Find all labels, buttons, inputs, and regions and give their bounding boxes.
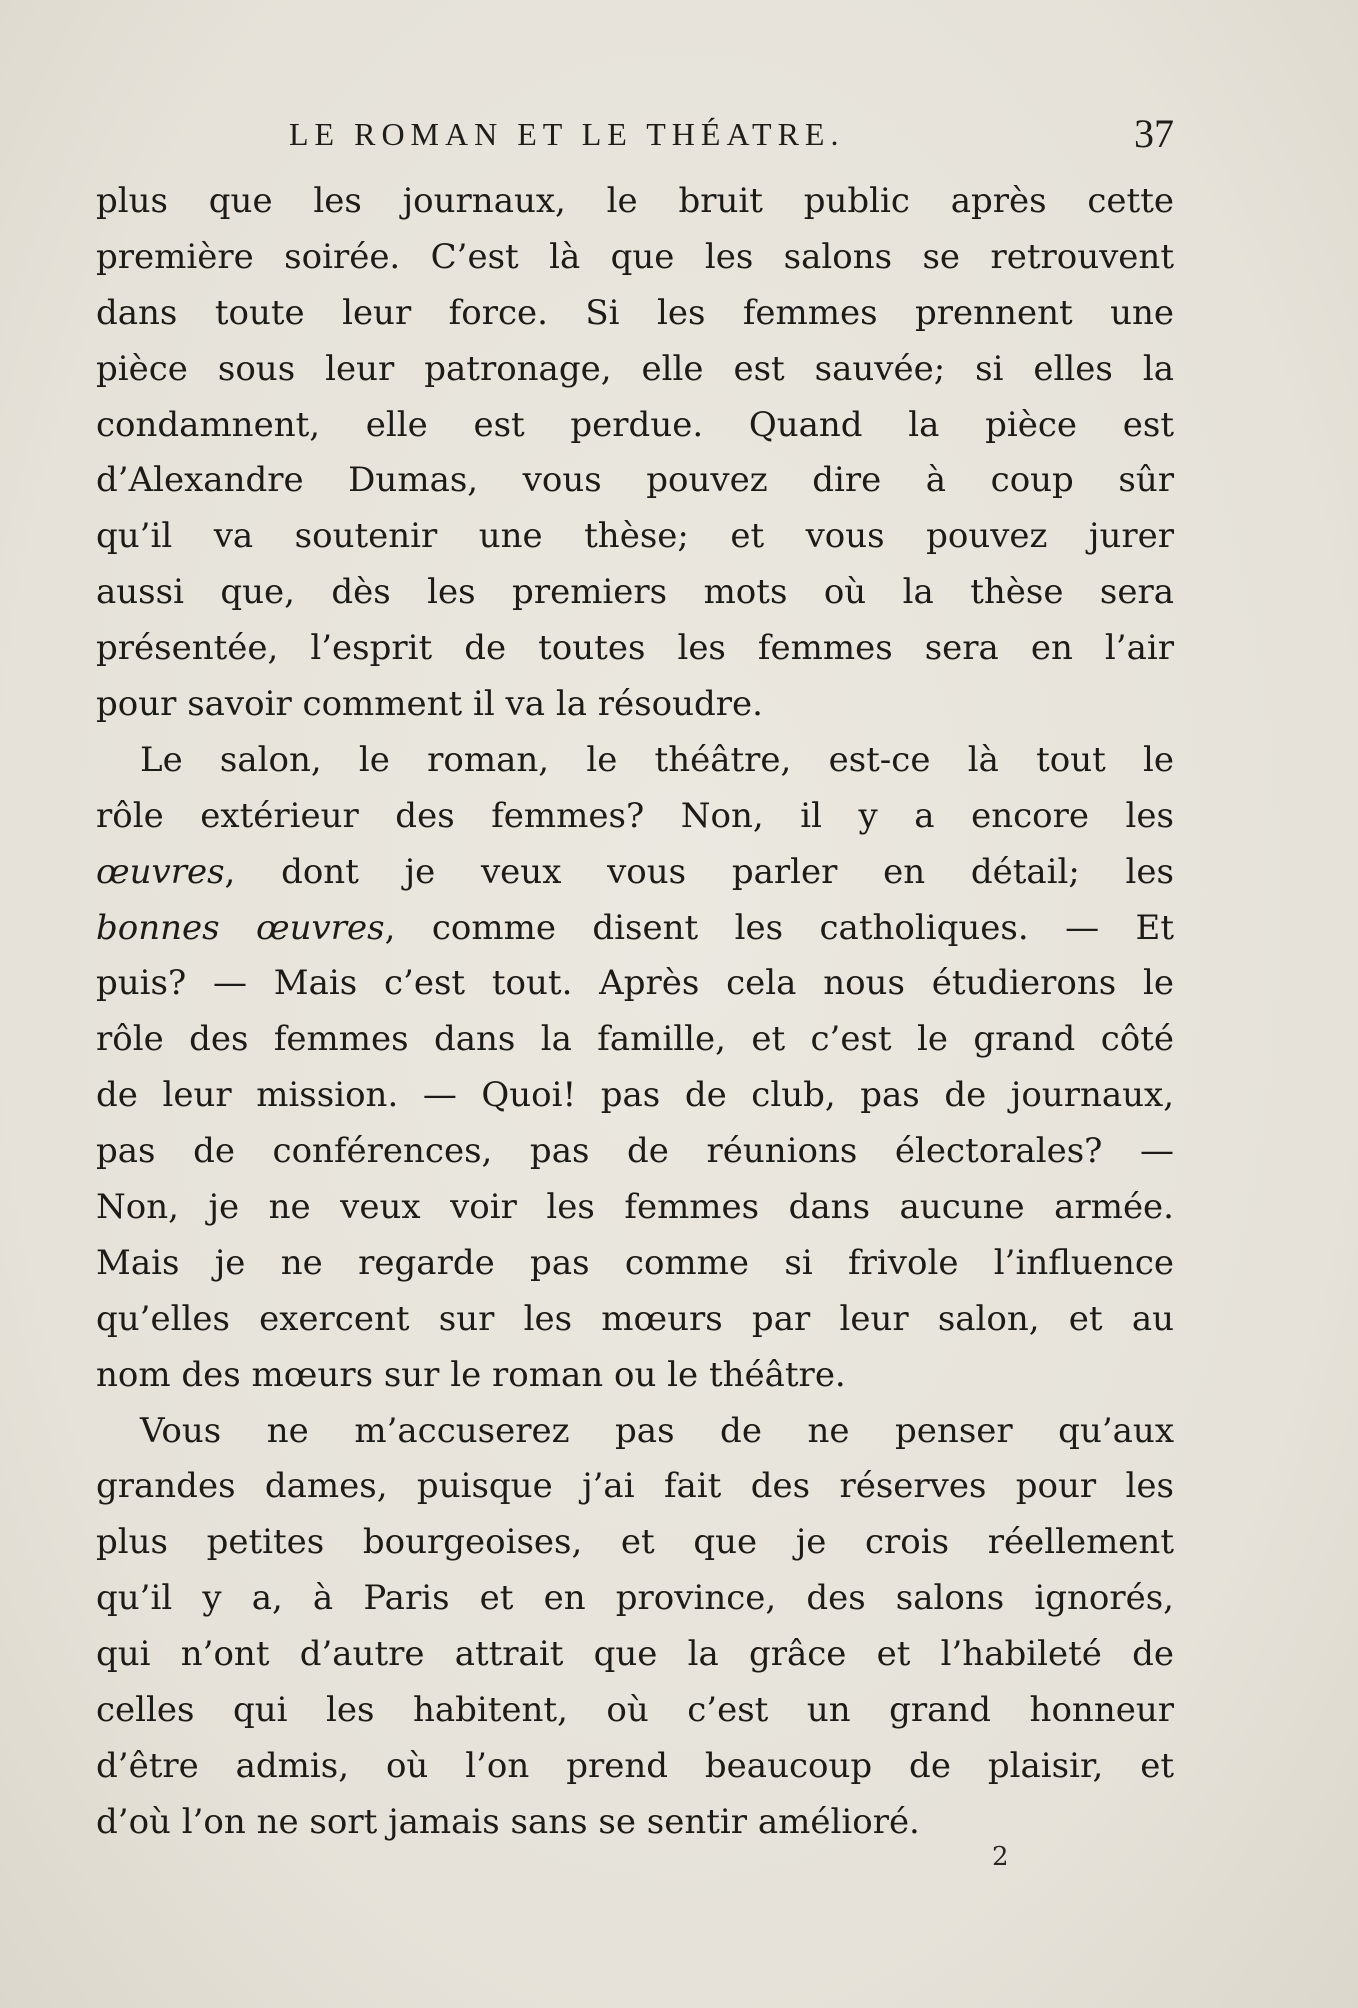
text-line: aussi que, dès les premiers mots où la thèse sera: [96, 572, 1174, 613]
page-number: 37: [1134, 111, 1174, 156]
text-line: puis? — Mais c’est tout. Après cela nous étudierons le: [96, 963, 1174, 1004]
text-line: qu’elles exercent sur les mœurs par leur salon, et au: [96, 1298, 1174, 1339]
text-line: qui n’ont d’autre attrait que la grâce et l’habileté de: [96, 1634, 1174, 1675]
text-line: plus petites bourgeoises, et que je crois réellement: [96, 1522, 1174, 1563]
text-line: dans toute leur force. Si les femmes prennent une: [96, 292, 1174, 333]
text-line: présentée, l’esprit de toutes les femmes sera en l’air: [96, 628, 1174, 669]
italic-word: œuvres: [96, 851, 225, 892]
text-line: pas de conférences, pas de réunions électorales? —: [96, 1131, 1174, 1172]
text-line: Le salon, le roman, le théâtre, est-ce là tout le: [140, 739, 1174, 780]
text-line: grandes dames, puisque j’ai fait des réserves pour les: [96, 1466, 1174, 1507]
text-line: première soirée. C’est là que les salons se retrouvent: [96, 236, 1174, 277]
text-line: pièce sous leur patronage, elle est sauvée; si elles la: [96, 348, 1174, 389]
text-line: nom des mœurs sur le roman ou le théâtre.: [96, 1354, 846, 1395]
page-header: [96, 108, 1174, 158]
text-line: condamnent, elle est perdue. Quand la pièce est: [96, 404, 1174, 445]
text-line: rôle extérieur des femmes? Non, il y a encore les: [96, 795, 1174, 836]
text-line: Non, je ne veux voir les femmes dans aucune armée.: [96, 1187, 1174, 1228]
text-line: pour savoir comment il va la résoudre.: [96, 684, 763, 725]
page-body: [96, 174, 1174, 1851]
running-title: LE ROMAN ET LE THÉATRE.: [289, 116, 845, 152]
text-line: qu’il y a, à Paris et en province, des salons ignorés,: [96, 1578, 1174, 1619]
text-line: de leur mission. — Quoi! pas de club, pas de journaux,: [96, 1075, 1174, 1116]
text-line: celles qui les habitent, où c’est un grand honneur: [96, 1690, 1174, 1731]
text-line: [96, 901, 1174, 957]
italic-phrase: bonnes œuvres: [96, 907, 385, 948]
text-line: plus que les journaux, le bruit public après cette: [96, 181, 1174, 221]
text-line: Mais je ne regarde pas comme si frivole l’influence: [96, 1242, 1174, 1283]
text-line: rôle des femmes dans la famille, et c’est le grand côté: [96, 1019, 1174, 1060]
signature-mark: 2: [992, 1842, 1009, 1872]
text-line: [96, 845, 1174, 901]
line-rest: , comme disent les catholiques. — Et: [384, 907, 1175, 948]
text-line: d’Alexandre Dumas, vous pouvez dire à coup sûr: [96, 460, 1174, 501]
text-line: d’où l’on ne sort jamais sans se sentir amélioré.: [96, 1801, 920, 1842]
line-rest: , dont je veux vous parler en détail; les: [224, 851, 1174, 892]
text-line: Vous ne m’accuserez pas de ne penser qu’aux: [140, 1410, 1174, 1451]
text-line: d’être admis, où l’on prend beaucoup de plaisir, et: [96, 1745, 1174, 1786]
text-line: qu’il va soutenir une thèse; et vous pouvez jurer: [96, 516, 1174, 557]
